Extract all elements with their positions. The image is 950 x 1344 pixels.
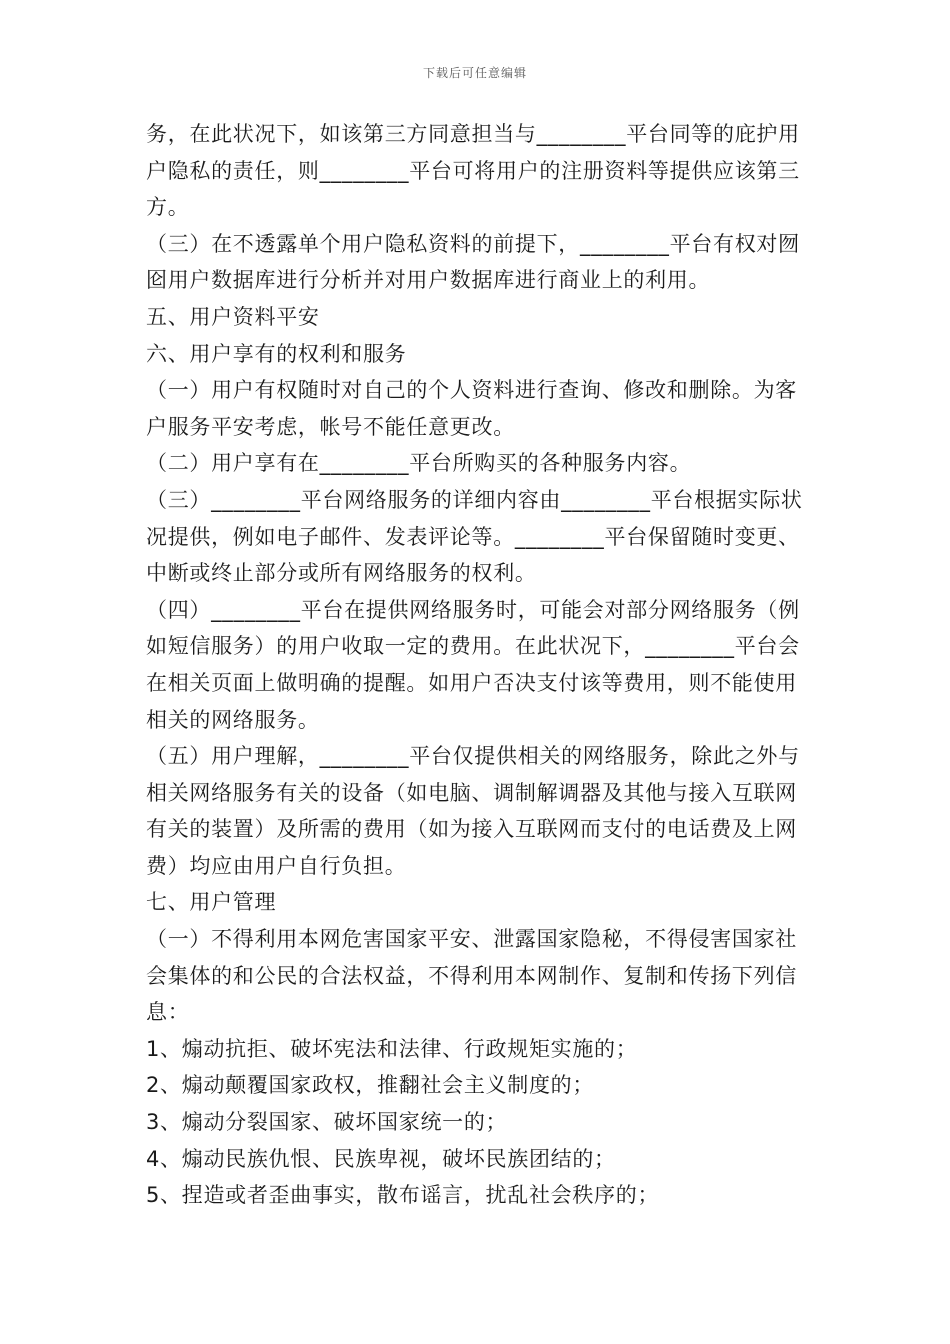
paragraph: （三）________平台网络服务的详细内容由________平台根据实际状况提供，例如电子邮件、发表评论等。________平台保留随时变更、中断或终止部分或所有网络服务的权利。 <box>146 487 803 586</box>
list-item: 1、煽动抗拒、破坏宪法和法律、行政规矩实施的； <box>146 1036 638 1061</box>
paragraph: （四）________平台在提供网络服务时，可能会对部分网络服务（例如短信服务）的用户收取一定的费用。在此状况下，________平台会在相关页面上做明确的提醒。如用户否决支付该等费用，则不能使用相关的网络服务。 <box>146 597 800 732</box>
list-item: 2、煽动颠覆国家政权，推翻社会主义制度的； <box>146 1073 595 1098</box>
paragraph: 务，在此状况下，如该第三方同意担当与________平台同等的庇护用户隐私的责任，则________平台可将用户的注册资料等提供应该第三方。 <box>146 122 800 220</box>
section-heading: 六、用户享有的权利和服务 <box>146 341 407 366</box>
paragraph: （五）用户理解，________平台仅提供相关的网络服务，除此之外与相关网络服务有关的设备（如电脑、调制解调器及其他与接入互联网有关的装置）及所需的费用（如为接入互联网而支付的电话费及上网费）均应由用户自行负担。 <box>146 744 800 878</box>
document-body <box>146 116 810 1214</box>
section-heading: 五、用户资料平安 <box>146 304 320 329</box>
page-header: 下载后可任意编辑 <box>422 66 527 80</box>
list-item: 4、煽动民族仇恨、民族卑视，破坏民族团结的； <box>146 1146 616 1171</box>
paragraph: （二）用户享有在________平台所购买的各种服务内容。 <box>146 451 692 476</box>
paragraph: （三）在不透露单个用户隐私资料的前提下，________平台有权对囫囵用户数据库进行分析并对用户数据库进行商业上的利用。 <box>146 231 800 293</box>
section-heading: 七、用户管理 <box>146 890 277 915</box>
paragraph: （一）不得利用本网危害国家平安、泄露国家隐秘，不得侵害国家社会集体的和公民的合法权益，不得利用本网制作、复制和传扬下列信息： <box>146 927 797 1025</box>
list-item: 3、煽动分裂国家、破坏国家统一的； <box>146 1110 508 1135</box>
list-item: 5、捏造或者歪曲事实，散布谣言，扰乱社会秩序的； <box>146 1183 660 1208</box>
paragraph: （一）用户有权随时对自己的个人资料进行查询、修改和删除。为客户服务平安考虑，帐号不能任意更改。 <box>146 378 797 439</box>
